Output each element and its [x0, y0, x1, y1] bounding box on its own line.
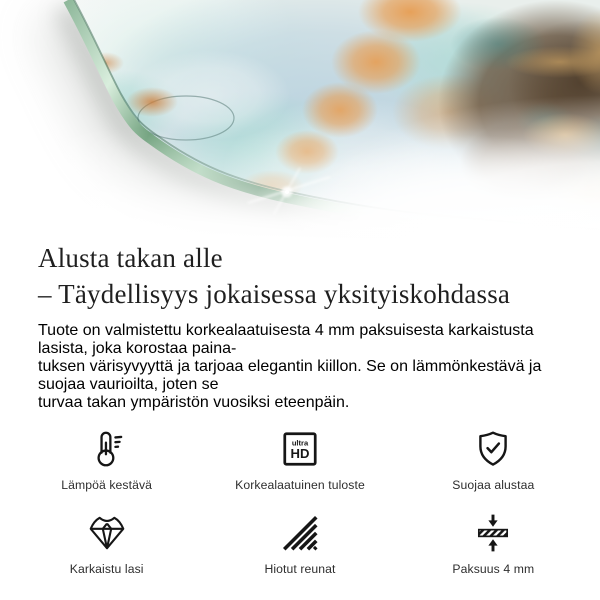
title-line-1: Alusta takan alle: [38, 243, 223, 273]
description-line: turvaa takan ympäristön vuosiksi eteenpäin.: [38, 394, 350, 411]
feature-print-quality: [203, 428, 396, 492]
feature-label: Suojaa alustaa: [452, 478, 535, 492]
product-photo: [0, 0, 600, 240]
feature-polished-edges: [203, 512, 396, 576]
svg-text:ultra: ultra: [291, 438, 309, 448]
feature-label: Korkealaatuinen tuloste: [235, 478, 365, 492]
svg-text:HD: HD: [290, 445, 310, 461]
title-line-2: – Täydellisyys jokaisessa yksityiskohdassa: [38, 279, 511, 309]
feature-label: Paksuus 4 mm: [452, 562, 535, 576]
page-title: [38, 240, 562, 312]
description-line: Tuote on valmistettu korkealaatuisesta 4 mm paksuisesta karkaistusta lasista, joka korostaa paina-: [38, 322, 534, 357]
beveled-edges-icon: [279, 512, 321, 554]
thickness-icon: [472, 512, 514, 554]
feature-label: Hiotut reunat: [264, 562, 336, 576]
shield-check-icon: [472, 428, 514, 470]
thermometer-icon: [86, 428, 128, 470]
feature-protects-base: [397, 428, 590, 492]
feature-tempered-glass: [10, 512, 203, 576]
feature-heat-resistant: [10, 428, 203, 492]
feature-label: Lämpöä kestävä: [61, 478, 153, 492]
diamond-icon: [86, 512, 128, 554]
text-content: [0, 240, 600, 412]
description-line: tuksen värisyvyyttä ja tarjoaa elegantin kiillon. Se on lämmönkestävä ja suojaa vaurioilta, joten se: [38, 358, 542, 393]
feature-grid: [0, 428, 600, 576]
feature-thickness: [397, 512, 590, 576]
feature-label: Karkaistu lasi: [69, 562, 144, 576]
glass-panel-image: [0, 0, 600, 240]
ultra-hd-icon: [279, 428, 321, 470]
